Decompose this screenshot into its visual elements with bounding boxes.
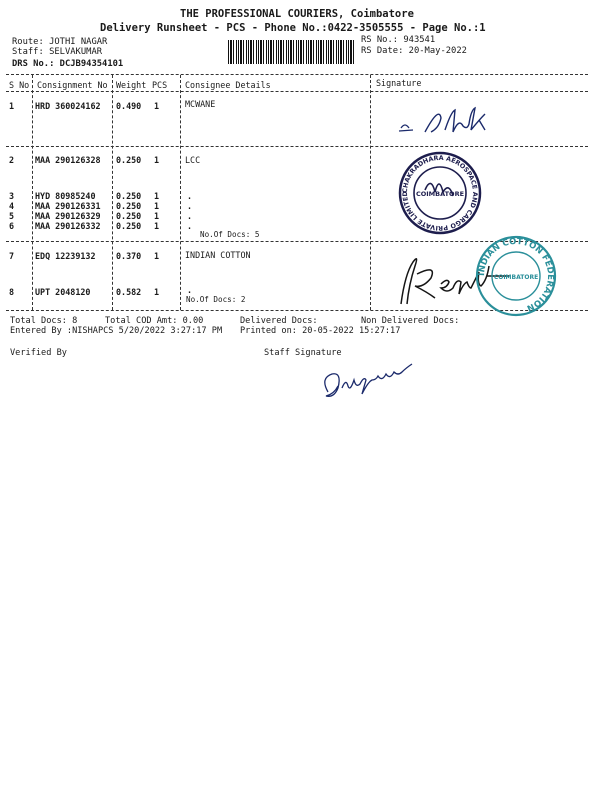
row-weight: 0.490 xyxy=(116,101,142,111)
stamp-2-ring-text: INDIAN COTTON FEDERATION xyxy=(476,236,556,313)
row-weight: 0.250 xyxy=(116,201,142,211)
docs-count-note: No.Of Docs: 5 xyxy=(200,230,260,239)
row-consignment: HYD 80985240 xyxy=(35,191,96,201)
column-divider xyxy=(32,75,33,310)
delivered-docs: Delivered Docs: xyxy=(240,316,318,326)
entered-by: Entered By :NISHAPCS 5/20/2022 3:27:17 PM xyxy=(10,326,223,336)
col-header-consignment: Consignment No xyxy=(37,80,108,90)
company-title: THE PROFESSIONAL COURIERS, Coimbatore xyxy=(180,8,414,20)
row-sno: 4 xyxy=(9,201,15,211)
row-consignee: INDIAN COTTON xyxy=(185,250,251,260)
col-header-consignee: Consignee Details xyxy=(185,80,271,90)
row-consignee: MCWANE xyxy=(185,99,216,109)
row-consignment: EDQ 12239132 xyxy=(35,251,96,261)
rs-number: RS No.: 943541 xyxy=(361,35,436,45)
row-separator xyxy=(6,146,588,147)
row-weight: 0.370 xyxy=(116,251,142,261)
row-consignee: . xyxy=(187,201,193,211)
col-header-weight: Weight xyxy=(116,80,147,90)
total-cod-amount: Total COD Amt: 0.00 xyxy=(105,316,204,326)
staff-label: Staff: SELVAKUMAR xyxy=(12,47,103,57)
row-consignment: MAA 290126329 xyxy=(35,211,101,221)
row-consignee: . xyxy=(187,191,193,201)
staff-signature-label: Staff Signature xyxy=(264,348,342,358)
row-consignee: . xyxy=(187,211,193,221)
docs-count-note: No.Of Docs: 2 xyxy=(186,295,246,304)
table-top-line xyxy=(6,74,588,75)
row-pcs: 1 xyxy=(154,155,160,165)
row-pcs: 1 xyxy=(154,251,160,261)
row-consignment: MAA 290126332 xyxy=(35,221,101,231)
runsheet-subtitle: Delivery Runsheet - PCS - Phone No.:0422-3505555 - Page No.:1 xyxy=(100,22,486,34)
row-pcs: 1 xyxy=(154,101,160,111)
row-pcs: 1 xyxy=(154,191,160,201)
row-weight: 0.250 xyxy=(116,155,142,165)
row-sno: 8 xyxy=(9,287,15,297)
row-sno: 1 xyxy=(9,101,15,111)
row-consignee: LCC xyxy=(185,155,201,165)
rs-date: RS Date: 20-May-2022 xyxy=(361,46,467,56)
row-pcs: 1 xyxy=(154,287,160,297)
row-consignment: HRD 360024162 xyxy=(35,101,101,111)
row-weight: 0.250 xyxy=(116,211,142,221)
stamp-1-center-text: COIMBATORE xyxy=(415,190,465,198)
col-header-sno: S No xyxy=(9,80,30,90)
printed-on: Printed on: 20-05-2022 15:27:17 xyxy=(240,326,401,336)
total-docs: Total Docs: 8 xyxy=(10,316,78,326)
col-header-pcs: PCS xyxy=(152,80,168,90)
column-divider xyxy=(180,75,181,310)
row-consignee: . xyxy=(187,221,193,231)
verified-by-label: Verified By xyxy=(10,348,67,358)
handwritten-signature-1 xyxy=(395,106,520,141)
row-sno: 2 xyxy=(9,155,15,165)
cotton-federation-stamp xyxy=(474,234,558,318)
row-consignment: MAA 290126328 xyxy=(35,155,101,165)
row-weight: 0.250 xyxy=(116,191,142,201)
stamp-1-ring-text: CHAKRADHARA AEROSPACE AND CARGO PRIVATE LIMITED xyxy=(400,153,480,233)
row-pcs: 1 xyxy=(154,201,160,211)
header-bottom-line xyxy=(6,91,588,92)
row-sno: 6 xyxy=(9,221,15,231)
row-weight: 0.582 xyxy=(116,287,142,297)
row-sno: 3 xyxy=(9,191,15,201)
stamp-2-center-text: COIMBATORE xyxy=(493,274,539,281)
drs-number: DRS No.: DCJB94354101 xyxy=(12,59,124,69)
route-label: Route: JOTHI NAGAR xyxy=(12,37,108,47)
row-sno: 5 xyxy=(9,211,15,221)
column-divider xyxy=(112,75,113,310)
row-consignment: MAA 290126331 xyxy=(35,201,101,211)
row-consignee: . xyxy=(187,285,193,295)
row-weight: 0.250 xyxy=(116,221,142,231)
staff-handwritten-signature xyxy=(318,362,428,407)
col-header-signature: Signature xyxy=(376,78,422,88)
column-divider xyxy=(370,75,371,310)
barcode xyxy=(228,40,354,64)
row-sno: 7 xyxy=(9,251,15,261)
non-delivered-docs: Non Delivered Docs: xyxy=(361,316,460,326)
row-pcs: 1 xyxy=(154,221,160,231)
company-stamp-1 xyxy=(397,150,483,236)
row-pcs: 1 xyxy=(154,211,160,221)
row-consignment: UPT 2048120 xyxy=(35,287,91,297)
